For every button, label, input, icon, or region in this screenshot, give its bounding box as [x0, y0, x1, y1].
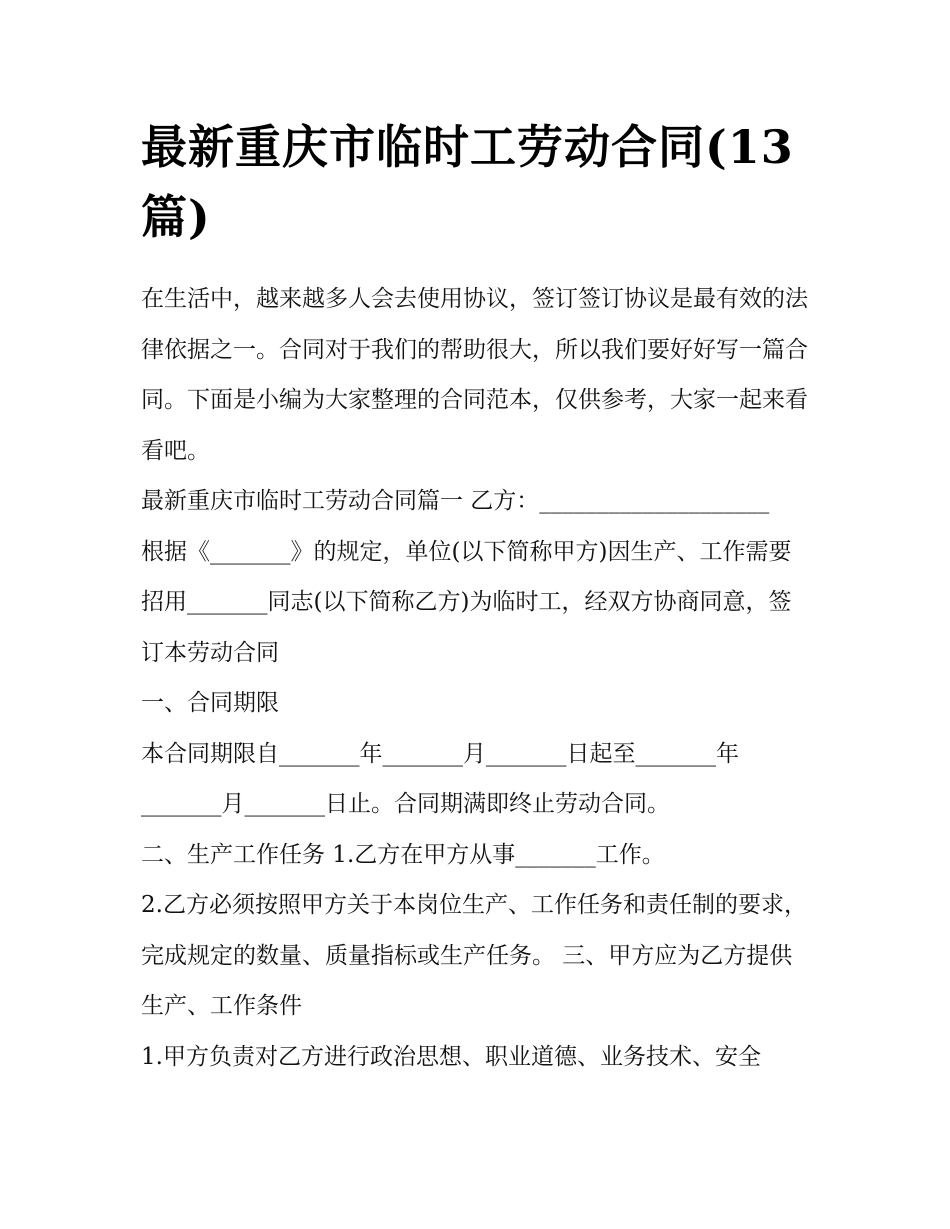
tasks-clause-2: 2.乙方必须按照甲方关于本岗位生产、工作任务和责任制的要求，完成规定的数量、质量指标或生产任务。 三、甲方应为乙方提供生产、工作条件 — [141, 892, 807, 1019]
contract-preamble: 根据《_______》的规定，单位(以下简称甲方)因生产、工作需要招用_______同志(以下简称乙方)为临时工，经双方协商同意，签订本劳动合同 — [141, 538, 792, 666]
conditions-clause-1: 1.甲方负责对乙方进行政治思想、职业道德、业务技术、安全 — [141, 1043, 761, 1070]
intro-paragraph: 在生活中，越来越多人会去使用协议，签订签订协议是最有效的法律依据之一。合同对于我们的帮助很大，所以我们要好好写一篇合同。下面是小编为大家整理的合同范本，仅供参考，大家一起来看看吧。 — [141, 286, 808, 464]
section-heading-tasks: 二、生产工作任务 1.乙方在甲方从事_______工作。 — [141, 841, 665, 868]
document-title: 最新重庆市临时工劳动合同(13篇) — [141, 120, 794, 244]
document-page — [141, 112, 813, 1082]
term-clause: 本合同期限自_______年_______月_______日起至_______年_______月_______日止。合同期满即终止劳动合同。 — [141, 740, 739, 817]
contract-heading-party-b: 最新重庆市临时工劳动合同篇一 乙方：____________________ — [141, 488, 770, 514]
section-heading-term: 一、合同期限 — [141, 690, 279, 716]
